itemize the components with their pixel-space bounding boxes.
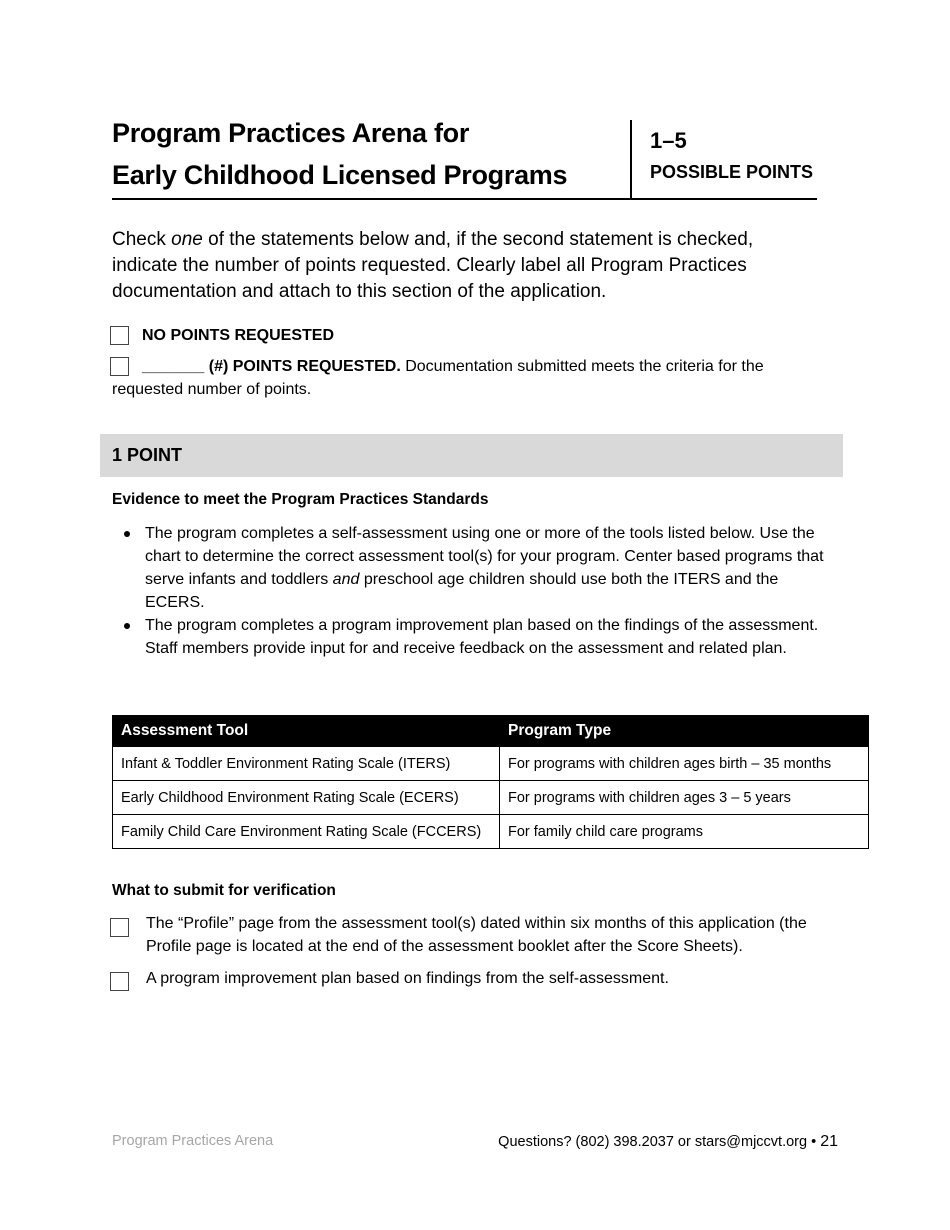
- column-header: Program Type: [500, 716, 869, 747]
- no-points-label: NO POINTS REQUESTED: [142, 327, 335, 344]
- points-blank[interactable]: _______: [142, 358, 205, 375]
- table-cell: For family child care programs: [500, 815, 869, 849]
- intro-text: Check: [112, 229, 172, 250]
- points-range: 1–5: [650, 128, 687, 153]
- intro-text: of the statements below and, if the second statement is checked, indicate the number of points requested. Clearly label all Program Practices documentation and attach to this section of the application.: [112, 229, 754, 302]
- section-title: 1 POINT: [112, 445, 183, 465]
- bullet-text: The program completes a self-assessment using one or more of the tools listed below. Use the chart to determine the correct assessment tool(s) for your program. Center based programs that serve infants and toddlers: [145, 525, 824, 588]
- improvement-plan-checkbox[interactable]: [110, 972, 129, 991]
- points-requested-label: [112, 355, 832, 401]
- table-cell: Family Child Care Environment Rating Scale (FCCERS): [113, 815, 500, 849]
- table-row: [113, 815, 869, 849]
- bullet-text: preschool age children should use both the ITERS and the ECERS.: [145, 571, 779, 611]
- separator: •: [811, 1134, 817, 1150]
- table-row: [113, 747, 869, 781]
- no-points-checkbox[interactable]: [110, 326, 129, 345]
- evidence-heading: Evidence to meet the Program Practices Standards: [112, 491, 489, 508]
- divider: [112, 198, 817, 200]
- assessment-table: [112, 715, 869, 849]
- points-requested-text: Documentation submitted meets the criteria for the requested number of points.: [112, 358, 764, 398]
- list-item: [112, 522, 837, 614]
- points-label: POSSIBLE POINTS: [650, 162, 814, 182]
- table-cell: For programs with children ages birth – 35 months: [500, 747, 869, 781]
- verification-item: A program improvement plan based on findings from the self-assessment.: [146, 970, 669, 987]
- title-line-2: Early Childhood Licensed Programs: [112, 160, 568, 190]
- table-row: [113, 781, 869, 815]
- verification-heading: What to submit for verification: [112, 882, 336, 899]
- section-header: [100, 434, 843, 477]
- contact-info: Questions? (802) 398.2037 or stars@mjccvt.org: [498, 1134, 808, 1150]
- instructions: [112, 227, 812, 305]
- divider: [630, 120, 632, 198]
- footer-contact: [498, 1133, 838, 1151]
- page-number: 21: [820, 1133, 838, 1150]
- points-requested-bold: (#) POINTS REQUESTED.: [208, 358, 401, 375]
- table-cell: For programs with children ages 3 – 5 years: [500, 781, 869, 815]
- page-title: [112, 112, 567, 196]
- intro-emphasis: one: [171, 229, 203, 250]
- evidence-list: [112, 522, 837, 660]
- footer-section-name: Program Practices Arena: [112, 1133, 274, 1149]
- table-cell: Infant & Toddler Environment Rating Scale (ITERS): [113, 747, 500, 781]
- table-header: [113, 716, 869, 747]
- table-cell: Early Childhood Environment Rating Scale (ECERS): [113, 781, 500, 815]
- column-header: Assessment Tool: [113, 716, 500, 747]
- profile-page-checkbox[interactable]: [110, 918, 129, 937]
- bullet-emphasis: and: [332, 571, 360, 588]
- list-item: The program completes a program improvement plan based on the findings of the assessment. Staff members provide input for and receive feedback on the assessment and related plan.: [112, 614, 837, 660]
- verification-item: The “Profile” page from the assessment tool(s) dated within six months of this application (the Profile page is located at the end of the assessment booklet after the Score Sheets).: [146, 915, 807, 955]
- title-line-1: Program Practices Arena for: [112, 118, 470, 148]
